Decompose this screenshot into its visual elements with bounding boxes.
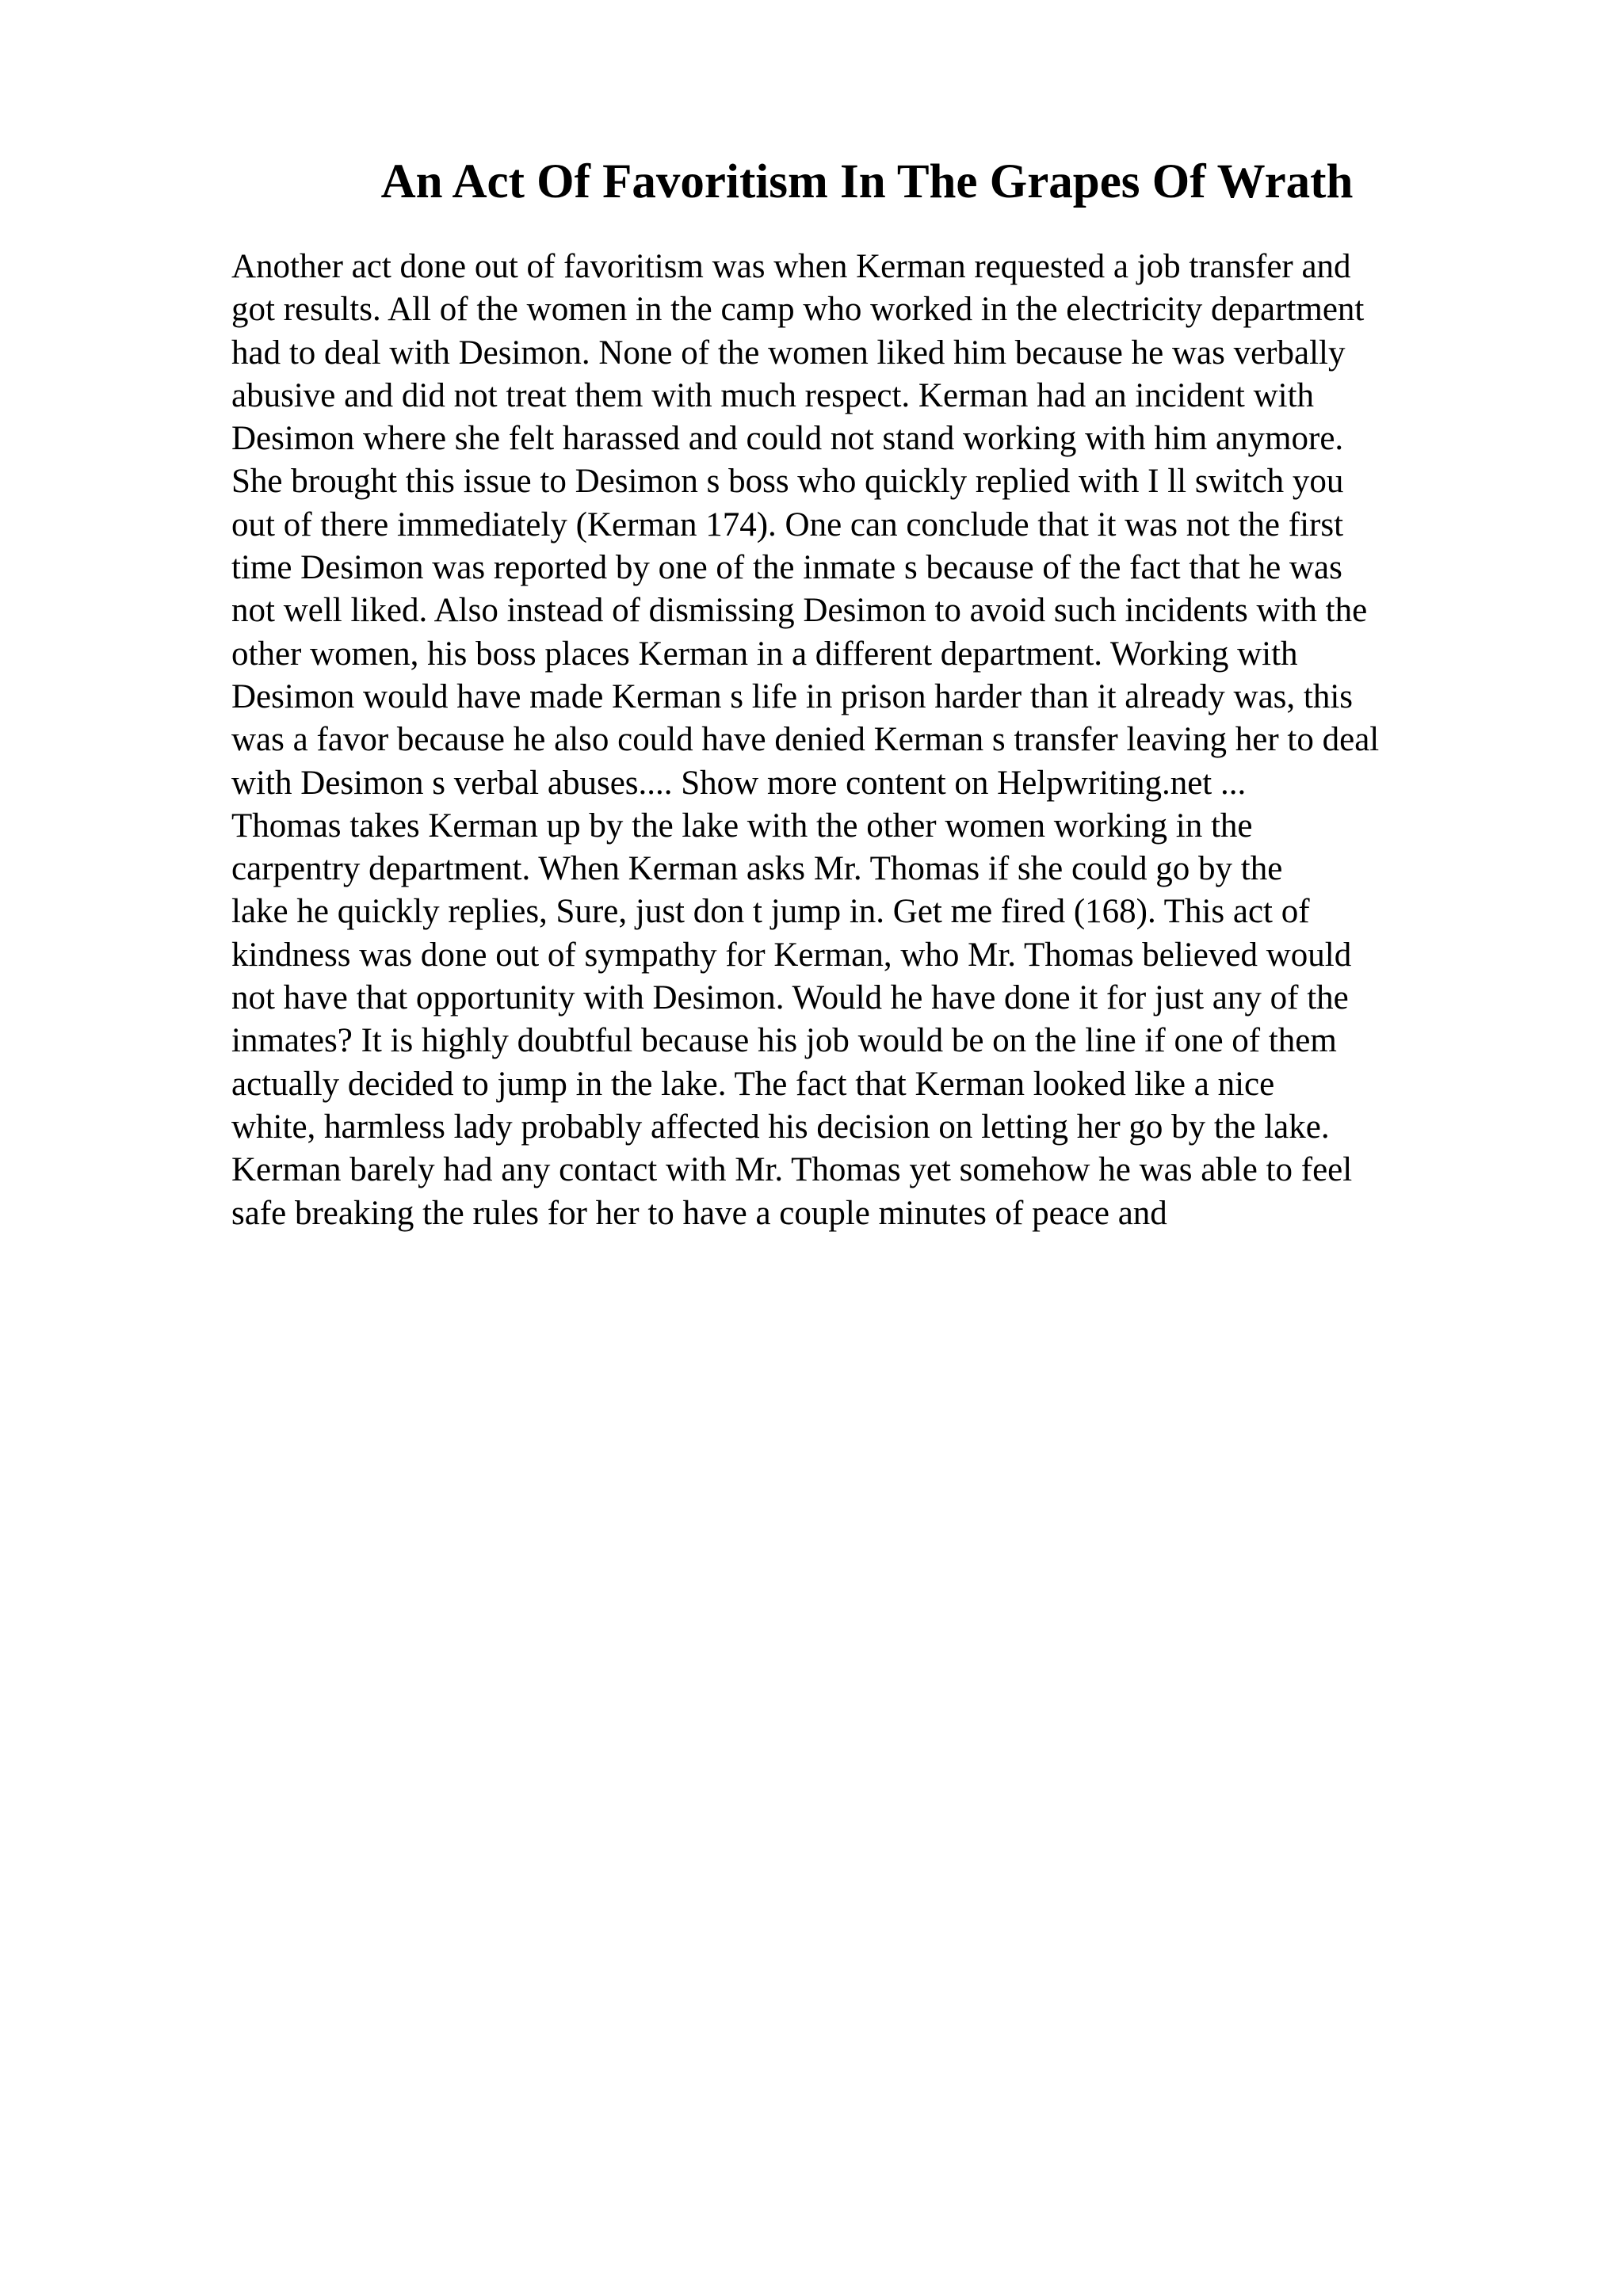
body-line: time Desimon was reported by one of the inmate s because of the fact that he was [231,549,1342,587]
body-line: out of there immediately (Kerman 174). One can conclude that it was not the first [231,505,1344,543]
body-line: not well liked. Also instead of dismissing Desimon to avoid such incidents with the [231,592,1368,630]
body-line: white, harmless lady probably affected his decision on letting her go by the lake. [231,1108,1330,1146]
body-line: Another act done out of favoritism was when Kerman requested a job transfer and [231,248,1351,285]
body-line: Kerman barely had any contact with Mr. Thomas yet somehow he was able to feel [231,1151,1353,1189]
body-line: carpentry department. When Kerman asks Mr. Thomas if she could go by the [231,850,1283,888]
body-line: was a favor because he also could have denied Kerman s transfer leaving her to deal [231,721,1380,759]
body-line: lake he quickly replies, Sure, just don t jump in. Get me fired (168). This act of [231,893,1310,931]
body-line: abusive and did not treat them with much respect. Kerman had an incident with [231,376,1315,414]
body-line: other women, his boss places Kerman in a different department. Working with [231,635,1298,673]
body-line: not have that opportunity with Desimon. Would he have done it for just any of the [231,979,1349,1017]
body-line: kindness was done out of sympathy for Kerman, who Mr. Thomas believed would [231,936,1352,974]
body-line: She brought this issue to Desimon s boss who quickly replied with I ll switch you [231,463,1344,501]
document-title: An Act Of Favoritism In The Grapes Of Wrath [380,155,1354,208]
body-line: had to deal with Desimon. None of the women liked him because he was verbally [231,334,1346,372]
body-line: with Desimon s verbal abuses.... Show more content on Helpwriting.net ... [231,764,1247,802]
document-body [231,246,1499,1235]
body-line: inmates? It is highly doubtful because his job would be on the line if one of them [231,1022,1337,1060]
body-line: safe breaking the rules for her to have a couple minutes of peace and [231,1194,1167,1232]
body-line: Desimon would have made Kerman s life in prison harder than it already was, this [231,677,1354,715]
body-line: Thomas takes Kerman up by the lake with the other women working in the [231,807,1253,845]
body-line: Desimon where she felt harassed and could not stand working with him anymore. [231,420,1344,458]
body-line: got results. All of the women in the camp who worked in the electricity department [231,291,1365,329]
body-line: actually decided to jump in the lake. The fact that Kerman looked like a nice [231,1065,1275,1103]
